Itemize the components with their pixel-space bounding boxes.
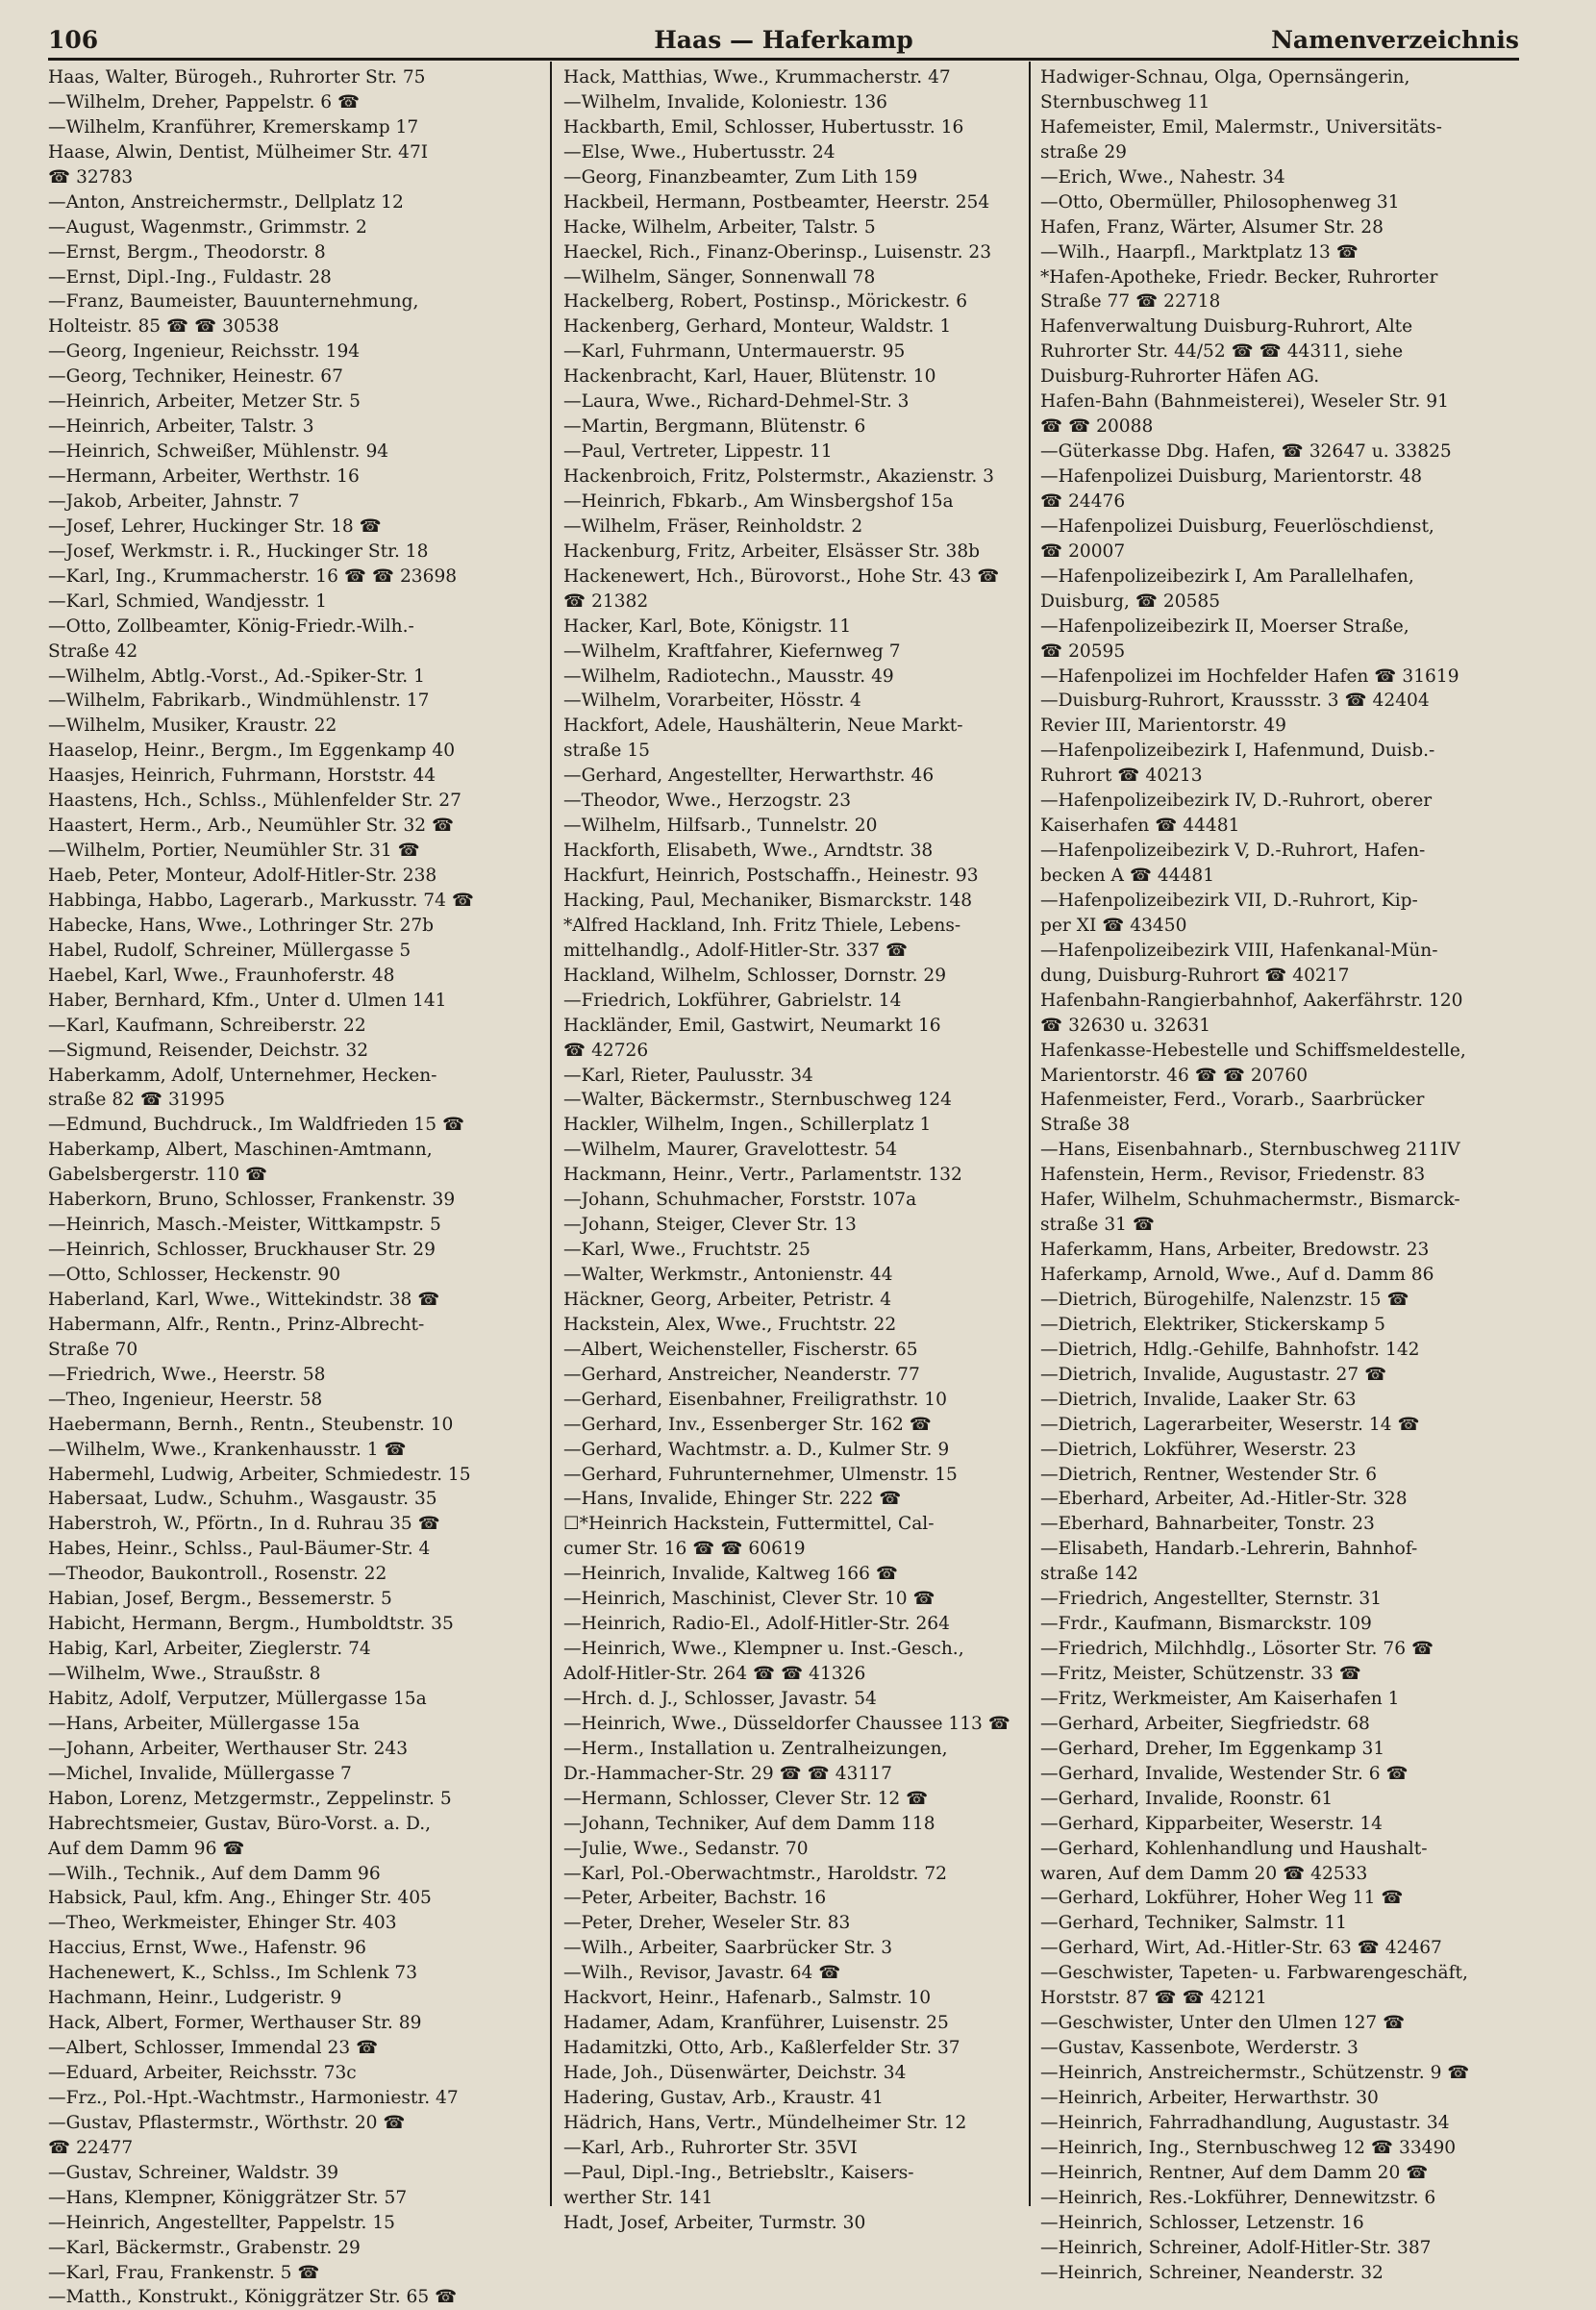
directory-entry-line: —Heinrich, Schlosser, Letzenstr. 16	[1040, 2212, 1364, 2233]
directory-entry-line: —Erich, Wwe., Nahestr. 34	[1040, 166, 1285, 188]
directory-entry-line: dung, Duisburg-Ruhrort ☎ 40217	[1040, 965, 1350, 986]
directory-entry-line: Hachmann, Heinr., Ludgeristr. 9	[48, 1988, 342, 2009]
directory-entry-line: —Hans, Invalide, Ehinger Str. 222 ☎	[563, 1489, 902, 1510]
column-1	[48, 65, 534, 2310]
directory-entry-line: —Gerhard, Invalide, Roonstr. 61	[1040, 1788, 1334, 1809]
directory-entry-line: —Franz, Baumeister, Bauunternehmung,	[48, 291, 419, 313]
directory-entry-line: —Heinrich, Schlosser, Bruckhauser Str. 29	[48, 1240, 436, 1261]
directory-entry-line: —August, Wagenmstr., Grimmstr. 2	[48, 216, 367, 238]
directory-entry-line: —Gerhard, Fuhrunternehmer, Ulmenstr. 15	[563, 1464, 958, 1485]
directory-entry-line: —Wilhelm, Kraftfahrer, Kiefernweg 7	[563, 640, 901, 662]
directory-entry-line: —Wilhelm, Portier, Neumühler Str. 31 ☎	[48, 841, 420, 862]
directory-entry-line: —Dietrich, Lagerarbeiter, Weserstr. 14 ☎	[1040, 1414, 1420, 1435]
directory-entry-line: —Georg, Techniker, Heinestr. 67	[48, 366, 343, 388]
directory-entry-line: Hade, Joh., Düsenwärter, Deichstr. 34	[563, 2063, 907, 2083]
directory-entry-line: Hacking, Paul, Mechaniker, Bismarckstr. 148	[563, 890, 973, 911]
directory-entry-line: —Heinrich, Maschinist, Clever Str. 10 ☎	[563, 1589, 935, 1610]
directory-entry-line: —Geschwister, Tapeten- u. Farbwarengeschäft,	[1040, 1963, 1468, 1984]
column-divider	[550, 62, 552, 2206]
directory-entry-line: —Wilhelm, Abtlg.-Vorst., Ad.-Spiker-Str. 1	[48, 665, 425, 687]
directory-entry-line: —Heinrich, Fahrradhandlung, Augustastr. 34	[1040, 2112, 1450, 2133]
directory-entry-line: —Eberhard, Bahnarbeiter, Tonstr. 23	[1040, 1514, 1375, 1535]
directory-entry-line: Haberkamp, Albert, Maschinen-Amtmann,	[48, 1140, 433, 1161]
directory-entry-line: —Gerhard, Techniker, Salmstr. 11	[1040, 1913, 1347, 1934]
directory-entry-line: —Theo, Ingenieur, Heerstr. 58	[48, 1389, 323, 1410]
directory-entry-line: —Dietrich, Hdlg.-Gehilfe, Bahnhofstr. 142	[1040, 1339, 1420, 1360]
directory-entry-line: —Sigmund, Reisender, Deichstr. 32	[48, 1040, 369, 1061]
directory-entry-line: —Gerhard, Lokführer, Hoher Weg 11 ☎	[1040, 1888, 1404, 1909]
directory-entry-line: Ruhrorter Str. 44/52 ☎ ☎ 44311, siehe	[1040, 341, 1404, 363]
directory-entry-line: —Hafenpolizeibezirk I, Am Parallelhafen,	[1040, 565, 1414, 587]
directory-entry-line: —Herm., Installation u. Zentralheizungen,	[563, 1738, 948, 1759]
directory-entry-line: —Güterkasse Dbg. Hafen, ☎ 32647 u. 33825	[1040, 441, 1452, 463]
directory-entry-line: Revier III, Marientorstr. 49	[1040, 716, 1286, 737]
directory-entry-line: ☎ ☎ 20088	[1040, 416, 1154, 438]
directory-entry-line: Hack, Matthias, Wwe., Krummacherstr. 47	[563, 67, 951, 88]
directory-entry-line: straße 29	[1040, 141, 1127, 163]
directory-entry-line: —Paul, Vertreter, Lippestr. 11	[563, 441, 833, 463]
directory-entry-line: —Heinrich, Schweißer, Mühlenstr. 94	[48, 441, 389, 463]
page-header	[48, 23, 1519, 61]
directory-entry-line: —Walter, Bäckermstr., Sternbuschweg 124	[563, 1090, 952, 1111]
directory-entry-line: Adolf-Hitler-Str. 264 ☎ ☎ 41326	[563, 1664, 866, 1684]
directory-entry-line: Hachenewert, K., Schlss., Im Schlenk 73	[48, 1963, 418, 1984]
directory-entry-line: —Hafenpolizei Duisburg, Marientorstr. 48	[1040, 466, 1423, 487]
directory-entry-line: —Gustav, Schreiner, Waldstr. 39	[48, 2162, 339, 2183]
directory-entry-line: —Hans, Eisenbahnarb., Sternbuschweg 211IV	[1040, 1140, 1460, 1161]
directory-entry-line: Straße 77 ☎ 22718	[1040, 291, 1221, 313]
directory-entry-line: —Peter, Arbeiter, Bachstr. 16	[563, 1888, 827, 1909]
directory-entry-line: —Gerhard, Kohlenhandlung und Haushalt-	[1040, 1838, 1428, 1859]
directory-entry-line: —Hafenpolizeibezirk IV, D.-Ruhrort, oberer	[1040, 791, 1433, 812]
directory-entry-line: —Heinrich, Fbkarb., Am Winsbergshof 15a	[563, 490, 954, 512]
directory-entry-line: —Wilhelm, Kranführer, Kremerskamp 17	[48, 116, 419, 138]
directory-entry-line: —Karl, Frau, Frankenstr. 5 ☎	[48, 2262, 320, 2283]
directory-entry-line: —Geschwister, Unter den Ulmen 127 ☎	[1040, 2013, 1406, 2034]
directory-entry-line: Hafenkasse-Hebestelle und Schiffsmeldestelle,	[1040, 1040, 1466, 1061]
directory-entry-line: —Martin, Bergmann, Blütenstr. 6	[563, 416, 866, 438]
directory-entry-line: Habian, Josef, Bergm., Bessemerstr. 5	[48, 1589, 392, 1610]
directory-entry-line: Hafenbahn-Rangierbahnhof, Aakerfährstr. 120	[1040, 990, 1463, 1011]
directory-entry-line: Hacke, Wilhelm, Arbeiter, Talstr. 5	[563, 216, 876, 238]
directory-entry-line: Haaselop, Heinr., Bergm., Im Eggenkamp 40	[48, 741, 456, 762]
directory-entry-line: Habitz, Adolf, Verputzer, Müllergasse 15a	[48, 1688, 427, 1709]
name-range: Haas — Haferkamp	[654, 26, 913, 54]
directory-entry-line: —Heinrich, Angestellter, Pappelstr. 15	[48, 2212, 395, 2233]
directory-entry-line: —Karl, Kaufmann, Schreiberstr. 22	[48, 1015, 366, 1036]
directory-entry-line: —Else, Wwe., Hubertusstr. 24	[563, 141, 835, 163]
directory-entry-line: —Heinrich, Res.-Lokführer, Dennewitzstr. 6	[1040, 2187, 1436, 2208]
directory-entry-line: ☎ 20595	[1040, 640, 1126, 662]
directory-entry-line: —Karl, Rieter, Paulusstr. 34	[563, 1065, 813, 1086]
directory-entry-line: Haas, Walter, Bürogeh., Ruhrorter Str. 75	[48, 67, 426, 88]
directory-entry-line: —Heinrich, Anstreichermstr., Schützenstr. 9 ☎	[1040, 2063, 1470, 2083]
directory-entry-line: —Hafenpolizeibezirk II, Moerser Straße,	[1040, 615, 1409, 637]
directory-entry-line: —Heinrich, Radio-El., Adolf-Hitler-Str. 264	[563, 1614, 950, 1635]
directory-entry-line: Holteistr. 85 ☎ ☎ 30538	[48, 316, 280, 338]
directory-entry-line: Haebermann, Bernh., Rentn., Steubenstr. 10	[48, 1414, 454, 1435]
directory-entry-line: *Alfred Hackland, Inh. Fritz Thiele, Lebens-	[563, 915, 961, 936]
directory-entry-line: —Johann, Techniker, Auf dem Damm 118	[563, 1813, 935, 1834]
directory-entry-line: becken A ☎ 44481	[1040, 866, 1215, 886]
directory-entry-line: Hackforth, Elisabeth, Wwe., Arndtstr. 38	[563, 841, 934, 862]
directory-entry-line: Haberland, Karl, Wwe., Wittekindstr. 38 ☎	[48, 1289, 440, 1310]
directory-entry-line: —Heinrich, Schreiner, Adolf-Hitler-Str. 387	[1040, 2237, 1432, 2258]
directory-entry-line: ☎ 42726	[563, 1040, 649, 1061]
directory-entry-line: Haebel, Karl, Wwe., Fraunhoferstr. 48	[48, 965, 395, 986]
directory-entry-line: Hackstein, Alex, Wwe., Fruchtstr. 22	[563, 1314, 897, 1335]
directory-entry-line: Häckner, Georg, Arbeiter, Petristr. 4	[563, 1289, 892, 1310]
section-title: Namenverzeichnis	[1271, 26, 1519, 54]
directory-entry-line: —Heinrich, Invalide, Kaltweg 166 ☎	[563, 1564, 898, 1585]
directory-entry-line: Ruhrort ☎ 40213	[1040, 766, 1203, 787]
directory-entry-line: —Hafenpolizei im Hochfelder Hafen ☎ 31619	[1040, 665, 1459, 687]
directory-entry-line: Auf dem Damm 96 ☎	[48, 1838, 245, 1859]
directory-entry-line: Dr.-Hammacher-Str. 29 ☎ ☎ 43117	[563, 1763, 892, 1784]
directory-entry-line: Duisburg-Ruhrorter Häfen AG.	[1040, 366, 1320, 388]
directory-entry-line: —Otto, Obermüller, Philosophenweg 31	[1040, 191, 1400, 213]
directory-entry-line: —Walter, Werkmstr., Antonienstr. 44	[563, 1265, 893, 1285]
directory-entry-line: —Albert, Schlosser, Immendal 23 ☎	[48, 2038, 379, 2059]
directory-entry-line: ☎ 24476	[1040, 490, 1126, 512]
directory-entry-line: —Wilhelm, Wwe., Krankenhausstr. 1 ☎	[48, 1439, 407, 1460]
directory-entry-line: —Hafenpolizeibezirk I, Hafenmund, Duisb.-	[1040, 741, 1435, 762]
directory-entry-line: Haccius, Ernst, Wwe., Hafenstr. 96	[48, 1938, 366, 1959]
directory-entry-line: —Wilhelm, Maurer, Gravelottestr. 54	[563, 1140, 898, 1161]
directory-entry-line: —Paul, Dipl.-Ing., Betriebsltr., Kaisers-	[563, 2162, 914, 2183]
directory-entry-line: —Wilh., Revisor, Javastr. 64 ☎	[563, 1963, 841, 1984]
directory-entry-line: Hackbeil, Hermann, Postbeamter, Heerstr. 254	[563, 191, 990, 213]
directory-entry-line: —Edmund, Buchdruck., Im Waldfrieden 15 ☎	[48, 1115, 465, 1136]
directory-entry-line: —Heinrich, Arbeiter, Talstr. 3	[48, 416, 314, 438]
directory-entry-line: —Gerhard, Angestellter, Herwarthstr. 46	[563, 766, 935, 787]
directory-entry-line: —Georg, Finanzbeamter, Zum Lith 159	[563, 166, 918, 188]
directory-entry-line: Kaiserhafen ☎ 44481	[1040, 816, 1240, 837]
directory-entry-line: Haberstroh, W., Pförtn., In d. Ruhrau 35 ☎	[48, 1514, 440, 1535]
directory-entry-line: —Peter, Dreher, Weseler Str. 83	[563, 1913, 851, 1934]
directory-entry-line: ☎ 32783	[48, 166, 134, 188]
directory-entry-line: —Karl, Schmied, Wandjesstr. 1	[48, 590, 327, 612]
directory-entry-line: Habermehl, Ludwig, Arbeiter, Schmiedestr. 15	[48, 1464, 471, 1485]
directory-entry-line: —Hafenpolizei Duisburg, Feuerlöschdienst,	[1040, 515, 1434, 537]
directory-entry-line: —Gerhard, Inv., Essenberger Str. 162 ☎	[563, 1414, 932, 1435]
directory-entry-line: —Friedrich, Angestellter, Sternstr. 31	[1040, 1589, 1383, 1610]
directory-entry-line: Haferkamp, Arnold, Wwe., Auf d. Damm 86	[1040, 1265, 1434, 1285]
column-2	[563, 65, 1049, 2236]
directory-entry-line: —Albert, Weichensteller, Fischerstr. 65	[563, 1339, 918, 1360]
directory-entry-line: werther Str. 141	[563, 2187, 713, 2208]
directory-entry-line: Habbinga, Habbo, Lagerarb., Markusstr. 74 ☎	[48, 890, 474, 911]
directory-entry-line: Straße 42	[48, 640, 138, 662]
directory-entry-line: Haase, Alwin, Dentist, Mülheimer Str. 47I	[48, 141, 429, 163]
directory-entry-line: —Johann, Schuhmacher, Forststr. 107a	[563, 1190, 917, 1211]
directory-entry-line: —Julie, Wwe., Sedanstr. 70	[563, 1838, 809, 1859]
directory-entry-line: straße 142	[1040, 1564, 1138, 1585]
directory-entry-line: —Wilhelm, Fabrikarb., Windmühlenstr. 17	[48, 690, 430, 712]
directory-entry-line: —Gerhard, Wirt, Ad.-Hitler-Str. 63 ☎ 42467	[1040, 1938, 1442, 1959]
directory-entry-line: Sternbuschweg 11	[1040, 91, 1210, 113]
directory-entry-line: —Gerhard, Anstreicher, Neanderstr. 77	[563, 1364, 920, 1385]
directory-entry-line: Straße 38	[1040, 1115, 1131, 1136]
directory-entry-line: ☎ 21382	[563, 590, 649, 612]
directory-entry-line: Habrechtsmeier, Gustav, Büro-Vorst. a. D.,	[48, 1813, 432, 1834]
directory-entry-line: —Wilhelm, Vorarbeiter, Hösstr. 4	[563, 690, 861, 712]
directory-entry-line: Hackfurt, Heinrich, Postschaffn., Heinestr. 93	[563, 866, 979, 886]
directory-entry-line: Hafen-Bahn (Bahnmeisterei), Weseler Str. 91	[1040, 391, 1449, 413]
directory-entry-line: —Heinrich, Rentner, Auf dem Damm 20 ☎	[1040, 2162, 1429, 2183]
directory-entry-line: Habon, Lorenz, Metzgermstr., Zeppelinstr. 5	[48, 1788, 452, 1809]
directory-entry-line: —Theodor, Wwe., Herzogstr. 23	[563, 791, 852, 812]
directory-entry-line: Habermann, Alfr., Rentn., Prinz-Albrecht-	[48, 1314, 425, 1335]
directory-entry-line: —Wilhelm, Fräser, Reinholdstr. 2	[563, 515, 863, 537]
directory-entry-line: —Heinrich, Wwe., Düsseldorfer Chaussee 113 ☎	[563, 1713, 1010, 1734]
directory-entry-line: Hackländer, Emil, Gastwirt, Neumarkt 16	[563, 1015, 941, 1036]
directory-entry-line: —Wilh., Technik., Auf dem Damm 96	[48, 1863, 381, 1884]
directory-entry-line: Haeb, Peter, Monteur, Adolf-Hitler-Str. 238	[48, 866, 437, 886]
directory-entry-line: —Matth., Konstrukt., Königgrätzer Str. 65 ☎	[48, 2287, 458, 2308]
directory-entry-line: —Dietrich, Lokführer, Weserstr. 23	[1040, 1439, 1357, 1460]
directory-entry-line: Habersaat, Ludw., Schuhm., Wasgaustr. 35	[48, 1489, 437, 1510]
directory-entry-line: Hackvort, Heinr., Hafenarb., Salmstr. 10	[563, 1988, 932, 2009]
directory-entry-line: Haber, Bernhard, Kfm., Unter d. Ulmen 141	[48, 990, 447, 1011]
directory-entry-line: straße 31 ☎	[1040, 1215, 1156, 1236]
directory-entry-line: —Wilhelm, Musiker, Kraustr. 22	[48, 716, 337, 737]
directory-entry-line: Straße 70	[48, 1339, 138, 1360]
directory-entry-line: —Gerhard, Wachtmstr. a. D., Kulmer Str. 9	[563, 1439, 950, 1460]
directory-entry-line: —Theo, Werkmeister, Ehinger Str. 403	[48, 1913, 397, 1934]
directory-entry-line: ☎ 22477	[48, 2137, 134, 2158]
directory-entry-line: ☎ 32630 u. 32631	[1040, 1015, 1211, 1036]
directory-entry-line: Habsick, Paul, kfm. Ang., Ehinger Str. 405	[48, 1888, 432, 1909]
directory-entry-line: Habecke, Hans, Wwe., Lothringer Str. 27b	[48, 915, 435, 936]
directory-entry-line: Hafenstein, Herm., Revisor, Friedenstr. 83	[1040, 1165, 1426, 1186]
directory-entry-line: —Hans, Klempner, Königgrätzer Str. 57	[48, 2187, 408, 2208]
column-3	[1040, 65, 1526, 2285]
directory-entry-line: Habel, Rudolf, Schreiner, Müllergasse 5	[48, 940, 411, 961]
directory-entry-line: Habicht, Hermann, Bergm., Humboldtstr. 35	[48, 1614, 454, 1635]
directory-entry-line: —Karl, Wwe., Fruchtstr. 25	[563, 1240, 810, 1261]
directory-entry-line: Hackmann, Heinr., Vertr., Parlamentstr. 132	[563, 1165, 962, 1186]
directory-entry-line: —Fritz, Werkmeister, Am Kaiserhafen 1	[1040, 1688, 1400, 1709]
directory-entry-line: Hadamitzki, Otto, Arb., Kaßlerfelder Str. 37	[563, 2038, 960, 2059]
directory-entry-line: Haberkorn, Bruno, Schlosser, Frankenstr. 39	[48, 1190, 456, 1211]
directory-entry-line: —Dietrich, Invalide, Laaker Str. 63	[1040, 1389, 1357, 1410]
directory-entry-line: Horststr. 87 ☎ ☎ 42121	[1040, 1988, 1267, 2009]
directory-entry-line: —Wilhelm, Radiotechn., Mausstr. 49	[563, 665, 894, 687]
directory-entry-line: Hacker, Karl, Bote, Königstr. 11	[563, 615, 852, 637]
directory-entry-line: —Eduard, Arbeiter, Reichsstr. 73c	[48, 2063, 357, 2083]
directory-entry-line: —Wilhelm, Dreher, Pappelstr. 6 ☎	[48, 91, 361, 113]
directory-entry-line: mittelhandlg., Adolf-Hitler-Str. 337 ☎	[563, 940, 909, 961]
directory-entry-line: —Wilhelm, Wwe., Straußstr. 8	[48, 1664, 321, 1684]
directory-entry-line: —Karl, Ing., Krummacherstr. 16 ☎ ☎ 23698	[48, 565, 458, 587]
directory-entry-line: —Hermann, Schlosser, Clever Str. 12 ☎	[563, 1788, 929, 1809]
directory-entry-line: —Georg, Ingenieur, Reichsstr. 194	[48, 341, 361, 363]
directory-entry-line: Hack, Albert, Former, Werthauser Str. 89	[48, 2013, 422, 2034]
directory-entry-line: —Wilh., Haarpfl., Marktplatz 13 ☎	[1040, 241, 1359, 263]
directory-entry-line: —Gerhard, Kipparbeiter, Weserstr. 14	[1040, 1813, 1383, 1834]
directory-entry-line: Hadering, Gustav, Arb., Kraustr. 41	[563, 2087, 884, 2108]
directory-entry-line: —Gerhard, Dreher, Im Eggenkamp 31	[1040, 1738, 1385, 1759]
directory-entry-line: Hackland, Wilhelm, Schlosser, Dornstr. 29	[563, 965, 947, 986]
directory-entry-line: Gabelsbergerstr. 110 ☎	[48, 1165, 268, 1186]
directory-entry-line: —Dietrich, Bürogehilfe, Nalenzstr. 15 ☎	[1040, 1289, 1409, 1310]
directory-entry-line: —Karl, Pol.-Oberwachtmstr., Haroldstr. 72	[563, 1863, 948, 1884]
directory-entry-line: Hackelberg, Robert, Postinsp., Mörickestr. 6	[563, 291, 968, 313]
directory-entry-line: waren, Auf dem Damm 20 ☎ 42533	[1040, 1863, 1368, 1884]
directory-entry-line: —Heinrich, Ing., Sternbuschweg 12 ☎ 33490	[1040, 2137, 1457, 2158]
directory-entry-line: —Dietrich, Rentner, Westender Str. 6	[1040, 1464, 1378, 1485]
directory-entry-line: Habes, Heinr., Schlss., Paul-Bäumer-Str. 4	[48, 1539, 431, 1560]
directory-entry-line: —Gustav, Kassenbote, Werderstr. 3	[1040, 2038, 1359, 2059]
directory-entry-line: —Josef, Werkmstr. i. R., Huckinger Str. 18	[48, 540, 429, 562]
directory-entry-line: —Gustav, Pflastermstr., Wörthstr. 20 ☎	[48, 2112, 406, 2133]
directory-entry-line: Habig, Karl, Arbeiter, Zieglerstr. 74	[48, 1639, 371, 1660]
directory-entry-line: —Josef, Lehrer, Huckinger Str. 18 ☎	[48, 515, 382, 537]
directory-entry-line: —Heinrich, Masch.-Meister, Wittkampstr. 5	[48, 1215, 441, 1236]
directory-entry-line: —Wilh., Arbeiter, Saarbrücker Str. 3	[563, 1938, 893, 1959]
directory-entry-line: straße 82 ☎ 31995	[48, 1090, 226, 1111]
directory-entry-line: —Johann, Arbeiter, Werthauser Str. 243	[48, 1738, 409, 1759]
directory-entry-line: Hackler, Wilhelm, Ingen., Schillerplatz 1	[563, 1115, 932, 1136]
directory-entry-line: —Fritz, Meister, Schützenstr. 33 ☎	[1040, 1664, 1361, 1684]
directory-entry-line: —Dietrich, Invalide, Augustastr. 27 ☎	[1040, 1364, 1387, 1385]
directory-entry-line: —Wilhelm, Invalide, Koloniestr. 136	[563, 91, 888, 113]
directory-entry-line: —Karl, Arb., Ruhrorter Str. 35VI	[563, 2137, 858, 2158]
directory-entry-line: —Hafenpolizeibezirk VIII, Hafenkanal-Mün-	[1040, 940, 1438, 961]
directory-entry-line: Hadamer, Adam, Kranführer, Luisenstr. 25	[563, 2013, 949, 2034]
directory-entry-line: —Eberhard, Arbeiter, Ad.-Hitler-Str. 328	[1040, 1489, 1408, 1510]
directory-entry-line: Hafenverwaltung Duisburg-Ruhrort, Alte	[1040, 316, 1413, 338]
directory-entry-line: —Hrch. d. J., Schlosser, Javastr. 54	[563, 1688, 877, 1709]
directory-entry-line: Hafemeister, Emil, Malermstr., Universitäts-	[1040, 116, 1442, 138]
directory-entry-line: —Frz., Pol.-Hpt.-Wachtmstr., Harmoniestr. 47	[48, 2087, 459, 2108]
directory-entry-line: Hafenmeister, Ferd., Vorarb., Saarbrücker	[1040, 1090, 1425, 1111]
directory-entry-line: —Ernst, Bergm., Theodorstr. 8	[48, 241, 326, 263]
directory-entry-line: —Elisabeth, Handarb.-Lehrerin, Bahnhof-	[1040, 1539, 1418, 1560]
directory-entry-line: —Karl, Fuhrmann, Untermauerstr. 95	[563, 341, 906, 363]
directory-entry-line: Hadwiger-Schnau, Olga, Opernsängerin,	[1040, 67, 1410, 88]
directory-entry-line: —Heinrich, Arbeiter, Herwarthstr. 30	[1040, 2087, 1379, 2108]
directory-entry-line: —Anton, Anstreichermstr., Dellplatz 12	[48, 191, 404, 213]
directory-entry-line: —Heinrich, Wwe., Klempner u. Inst.-Gesch.,	[563, 1639, 964, 1660]
directory-entry-line: —Laura, Wwe., Richard-Dehmel-Str. 3	[563, 391, 910, 413]
directory-entry-line: —Gerhard, Arbeiter, Siegfriedstr. 68	[1040, 1713, 1370, 1734]
directory-entry-line: Hadt, Josef, Arbeiter, Turmstr. 30	[563, 2212, 866, 2233]
directory-entry-line: Hädrich, Hans, Vertr., Mündelheimer Str. 12	[563, 2112, 967, 2133]
directory-entry-line: —Michel, Invalide, Müllergasse 7	[48, 1763, 352, 1784]
directory-entry-line: —Friedrich, Lokführer, Gabrielstr. 14	[563, 990, 902, 1011]
directory-entry-line: —Jakob, Arbeiter, Jahnstr. 7	[48, 490, 300, 512]
directory-entry-line: —Hermann, Arbeiter, Werthstr. 16	[48, 466, 360, 487]
directory-entry-line: —Wilhelm, Sänger, Sonnenwall 78	[563, 266, 876, 288]
directory-entry-line: —Ernst, Dipl.-Ing., Fuldastr. 28	[48, 266, 332, 288]
directory-entry-line: —Dietrich, Elektriker, Stickerskamp 5	[1040, 1314, 1385, 1335]
page-number: 106	[48, 26, 99, 54]
directory-entry-line: Marientorstr. 46 ☎ ☎ 20760	[1040, 1065, 1309, 1086]
directory-entry-line: Hafen, Franz, Wärter, Alsumer Str. 28	[1040, 216, 1384, 238]
directory-entry-line: *Hafen-Apotheke, Friedr. Becker, Ruhrorter	[1040, 266, 1438, 288]
directory-entry-line: —Hafenpolizeibezirk V, D.-Ruhrort, Hafen-	[1040, 841, 1426, 862]
directory-entry-line: cumer Str. 16 ☎ ☎ 60619	[563, 1539, 806, 1560]
directory-entry-line: straße 15	[563, 741, 650, 762]
directory-entry-line: ☐*Heinrich Hackstein, Futtermittel, Cal-	[563, 1514, 935, 1535]
directory-entry-line: Hafer, Wilhelm, Schuhmachermstr., Bismarck-	[1040, 1190, 1460, 1211]
directory-entry-line: —Friedrich, Milchhdlg., Lösorter Str. 76 ☎	[1040, 1639, 1434, 1660]
directory-entry-line: Haastens, Hch., Schlss., Mühlenfelder Str. 27	[48, 791, 461, 812]
directory-entry-line: Haeckel, Rich., Finanz-Oberinsp., Luisenstr. 23	[563, 241, 992, 263]
directory-entry-line: per XI ☎ 43450	[1040, 915, 1187, 936]
directory-entry-line: —Karl, Bäckermstr., Grabenstr. 29	[48, 2237, 361, 2258]
directory-entry-line: Haastert, Herm., Arb., Neumühler Str. 32 ☎	[48, 816, 455, 837]
directory-entry-line: Hackenburg, Fritz, Arbeiter, Elsässer Str. 38b	[563, 540, 981, 562]
directory-entry-line: Hackenbroich, Fritz, Polstermstr., Akazienstr. 3	[563, 466, 994, 487]
directory-entry-line: —Otto, Zollbeamter, König-Friedr.-Wilh.-	[48, 615, 414, 637]
directory-entry-line: —Gerhard, Invalide, Westender Str. 6 ☎	[1040, 1763, 1409, 1784]
directory-entry-line: —Hans, Arbeiter, Müllergasse 15a	[48, 1713, 361, 1734]
directory-entry-line: —Heinrich, Arbeiter, Metzer Str. 5	[48, 391, 361, 413]
directory-entry-line: Hackenewert, Hch., Bürovorst., Hohe Str. 43 ☎	[563, 565, 1000, 587]
directory-entry-line: Haferkamm, Hans, Arbeiter, Bredowstr. 23	[1040, 1240, 1430, 1261]
directory-entry-line: —Wilhelm, Hilfsarb., Tunnelstr. 20	[563, 816, 878, 837]
directory-entry-line: Hackbarth, Emil, Schlosser, Hubertusstr. 16	[563, 116, 964, 138]
directory-entry-line: Haasjes, Heinrich, Fuhrmann, Horststr. 44	[48, 766, 436, 787]
directory-entry-line: Haberkamm, Adolf, Unternehmer, Hecken-	[48, 1065, 437, 1086]
directory-entry-line: —Frdr., Kaufmann, Bismarckstr. 109	[1040, 1614, 1372, 1635]
directory-entry-line: Duisburg, ☎ 20585	[1040, 590, 1221, 612]
directory-entry-line: —Otto, Schlosser, Heckenstr. 90	[48, 1265, 341, 1285]
directory-entry-line: Hackenbracht, Karl, Hauer, Blütenstr. 10	[563, 366, 936, 388]
directory-entry-line: —Duisburg-Ruhrort, Kraussstr. 3 ☎ 42404	[1040, 690, 1430, 712]
directory-entry-line: —Theodor, Baukontroll., Rosenstr. 22	[48, 1564, 387, 1585]
directory-entry-line: Hackfort, Adele, Haushälterin, Neue Markt-	[563, 716, 963, 737]
directory-entry-line: —Friedrich, Wwe., Heerstr. 58	[48, 1364, 326, 1385]
directory-entry-line: —Gerhard, Eisenbahner, Freiligrathstr. 10	[563, 1389, 947, 1410]
directory-entry-line: ☎ 20007	[1040, 540, 1126, 562]
directory-entry-line: —Hafenpolizeibezirk VII, D.-Ruhrort, Kip-	[1040, 890, 1418, 911]
directory-entry-line: Hackenberg, Gerhard, Monteur, Waldstr. 1	[563, 316, 952, 338]
directory-entry-line: —Heinrich, Schreiner, Neanderstr. 32	[1040, 2262, 1384, 2283]
directory-entry-line: —Johann, Steiger, Clever Str. 13	[563, 1215, 857, 1236]
